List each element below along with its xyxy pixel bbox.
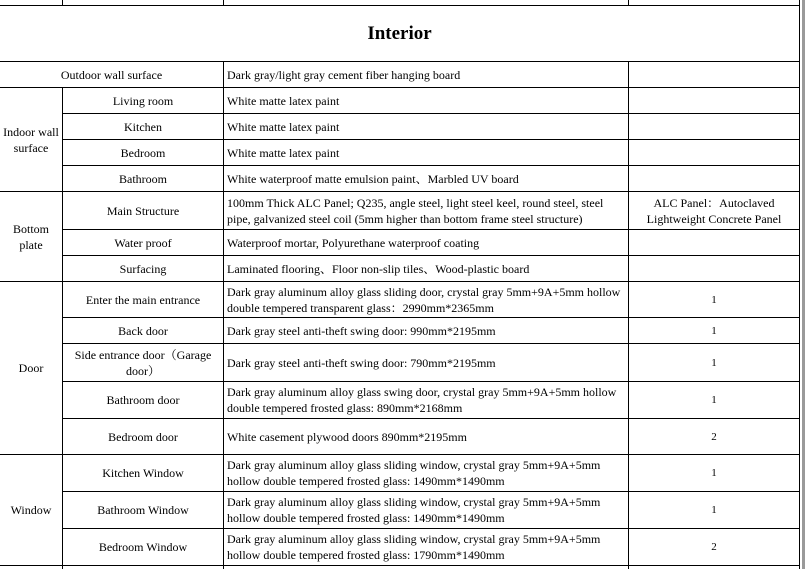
indoor-spec: White matte latex paint bbox=[227, 93, 340, 108]
indoor-spec: White matte latex paint bbox=[227, 145, 340, 160]
door-item: Bathroom door bbox=[106, 393, 180, 407]
door-item: Side entrance door（Garage door） bbox=[74, 347, 212, 378]
bottom-spec: Waterproof mortar, Polyurethane waterproof coating bbox=[227, 235, 480, 250]
door-item: Back door bbox=[118, 323, 168, 338]
grid-line bbox=[799, 0, 800, 569]
group-label-window: Window bbox=[10, 503, 52, 517]
window-item: Bedroom Window bbox=[98, 540, 188, 554]
group-label-indoor: Indoor wall surface bbox=[3, 124, 59, 155]
bottom-spec: 100mm Thick ALC Panel; Q235, angle steel, light steel keel, round steel, steel pipe, galvanized steel coil (5mm higher than bottom frame steel structure) bbox=[227, 195, 604, 226]
page-title: Interior bbox=[367, 22, 432, 44]
indoor-item: Bedroom bbox=[120, 145, 166, 160]
indoor-item: Living room bbox=[112, 93, 174, 108]
bottom-item: Surfacing bbox=[119, 261, 167, 276]
window-qty: 1 bbox=[711, 467, 717, 479]
outdoor-label: Outdoor wall surface bbox=[60, 67, 163, 82]
door-item: Enter the main entrance bbox=[85, 292, 201, 307]
door-qty: 1 bbox=[711, 293, 717, 306]
window-qty: 2 bbox=[711, 541, 717, 553]
indoor-item: Bathroom bbox=[119, 171, 167, 186]
indoor-item: Kitchen bbox=[124, 119, 162, 134]
window-qty: 1 bbox=[711, 504, 717, 516]
window-item: Kitchen Window bbox=[102, 466, 184, 480]
window-spec: Dark gray aluminum alloy glass sliding window, crystal gray 5mm+9A+5mm hollow double tempered frosted glass: 1490mm*1490mm bbox=[227, 495, 601, 525]
indoor-spec: White matte latex paint bbox=[227, 119, 340, 134]
group-label-bottom: Bottom plate bbox=[12, 221, 49, 252]
window-spec: Dark gray aluminum alloy glass sliding window, crystal gray 5mm+9A+5mm hollow double tempered frosted glass: 1790mm*1490mm bbox=[227, 532, 601, 562]
bottom-item: Main Structure bbox=[106, 203, 180, 218]
window-spec: Dark gray aluminum alloy glass sliding window, crystal gray 5mm+9A+5mm hollow double tempered frosted glass: 1490mm*1490mm bbox=[227, 458, 601, 488]
door-qty: 2 bbox=[711, 430, 717, 443]
door-spec: Dark gray steel anti-theft swing door: 990mm*2195mm bbox=[227, 323, 496, 338]
outdoor-spec: Dark gray/light gray cement fiber hanging board bbox=[227, 67, 461, 82]
door-qty: 1 bbox=[711, 324, 717, 337]
door-item: Bedroom door bbox=[108, 429, 178, 444]
window-item: Bathroom Window bbox=[97, 503, 189, 517]
door-spec: White casement plywood doors 890mm*2195mm bbox=[227, 429, 467, 444]
door-qty: 1 bbox=[711, 394, 717, 406]
group-label-door: Door bbox=[18, 361, 44, 375]
door-spec: Dark gray steel anti-theft swing door: 790mm*2195mm bbox=[227, 355, 496, 370]
indoor-spec: White waterproof matte emulsion paint、Marbled UV board bbox=[227, 171, 519, 186]
outdoor-note bbox=[629, 62, 799, 87]
bottom-spec: Laminated flooring、Floor non-slip tiles、Wood-plastic board bbox=[227, 261, 530, 276]
bottom-item: Water proof bbox=[114, 235, 172, 250]
door-qty: 1 bbox=[711, 356, 717, 369]
door-spec: Dark gray aluminum alloy glass sliding door, crystal gray 5mm+9A+5mm hollow double tempered transparent glass：2990mm*2365mm bbox=[227, 284, 621, 315]
door-spec: Dark gray aluminum alloy glass swing door, crystal gray 5mm+9A+5mm hollow double tempered frosted glass: 890mm*2168mm bbox=[227, 385, 617, 415]
grid-line bbox=[0, 565, 800, 566]
bottom-note: ALC Panel：Autoclaved Lightweight Concrete Panel bbox=[646, 195, 782, 226]
